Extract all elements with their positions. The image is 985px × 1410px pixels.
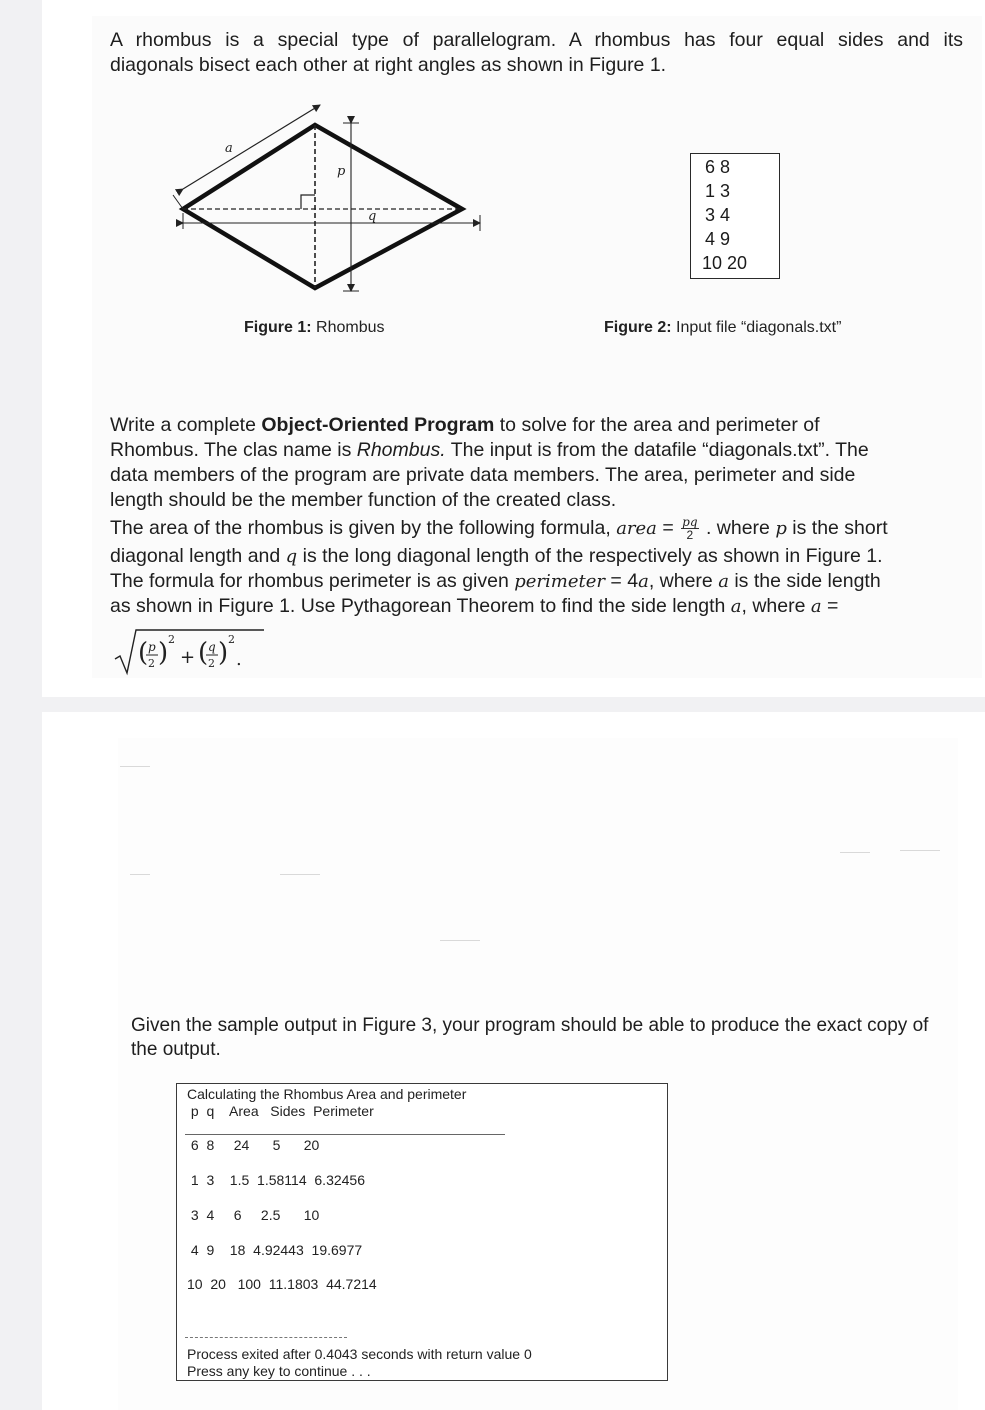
task-line-4: length should be the member function of the created class. xyxy=(110,489,617,511)
intro-paragraph xyxy=(110,28,963,78)
scan-mark xyxy=(900,850,940,851)
rhombus-figure xyxy=(165,95,500,300)
task-line-3: data members of the program are private data members. The area, perimeter and side xyxy=(110,464,856,486)
input-file-box xyxy=(690,153,780,279)
console-divider xyxy=(185,1337,347,1338)
console-header: p q Area Sides Perimeter xyxy=(187,1103,374,1119)
svg-text:.: . xyxy=(236,649,242,670)
svg-text:p: p xyxy=(148,640,156,654)
svg-text:+: + xyxy=(180,647,196,668)
svg-text:): ) xyxy=(158,638,169,668)
console-exit-message: Process exited after 0.4043 seconds with return value 0 xyxy=(187,1346,532,1362)
side-a-dimension xyxy=(183,105,320,189)
scan-mark xyxy=(840,852,870,853)
figure-1-caption: Figure 1: Rhombus xyxy=(244,319,385,336)
intro-line-2: diagonals bisect each other at right angles as shown in Figure 1. xyxy=(110,54,667,76)
input-line: 3 4 xyxy=(705,205,731,225)
svg-text:2: 2 xyxy=(168,633,175,646)
svg-text:2: 2 xyxy=(208,657,215,670)
scan-mark xyxy=(120,766,150,767)
task-line-8: as shown in Figure 1. Use Pythagorean Theorem to find the side length a, where a = xyxy=(110,595,839,617)
input-line: 6 8 xyxy=(705,157,731,177)
intro-line-1: A rhombus is a special type of parallelogram. A rhombus has four equal sides and its xyxy=(110,29,963,51)
task-line-6: diagonal length and q is the long diagonal length of the respectively as shown in Figure 1. xyxy=(110,545,883,567)
label-a: a xyxy=(225,141,233,156)
input-line: 4 9 xyxy=(705,229,731,249)
console-divider xyxy=(185,1134,505,1135)
svg-text:2: 2 xyxy=(148,657,155,670)
svg-text:q: q xyxy=(208,640,216,654)
console-row: 6 8 24 5 20 xyxy=(187,1137,320,1153)
task-line-2: Rhombus. The clas name is Rhombus. The input is from the datafile “diagonals.txt”. The xyxy=(110,439,869,461)
scan-mark xyxy=(440,940,480,941)
svg-text:): ) xyxy=(218,638,229,668)
svg-text:(: ( xyxy=(198,638,209,668)
label-q: q xyxy=(368,209,377,224)
extension-line xyxy=(173,195,183,209)
task-line-5: The area of the rhombus is given by the following formula, area = $\frac{pq}{2}$ . where p is the short xyxy=(110,515,888,543)
label-p: p xyxy=(337,164,346,179)
console-row: 3 4 6 2.5 10 xyxy=(187,1207,320,1223)
input-line: 1 3 xyxy=(705,181,731,201)
figure-2-caption: Figure 2: Input file “diagonals.txt” xyxy=(604,319,842,336)
side-length-formula xyxy=(112,625,272,677)
console-press-key: Press any key to continue . . . xyxy=(187,1363,371,1379)
task-line-1: Write a complete Object-Oriented Program to solve for the area and perimeter of xyxy=(110,414,820,436)
svg-text:(: ( xyxy=(138,638,149,668)
scan-mark xyxy=(130,874,150,875)
right-angle-mark xyxy=(301,195,315,209)
console-row: 10 20 100 11.1803 44.7214 xyxy=(187,1276,377,1292)
input-line: 10 20 xyxy=(702,253,748,273)
task-paragraph xyxy=(110,413,964,619)
given-paragraph: Given the sample output in Figure 3, your program should be able to produce the exact copy of the output. xyxy=(131,1015,929,1060)
console-row: 1 3 1.5 1.58114 6.32456 xyxy=(187,1172,365,1188)
console-row: 4 9 18 4.92443 19.6977 xyxy=(187,1242,363,1258)
console-title: Calculating the Rhombus Area and perimeter xyxy=(187,1086,467,1102)
svg-text:2: 2 xyxy=(228,633,235,646)
scan-mark xyxy=(280,874,320,875)
task-line-7: The formula for rhombus perimeter is as given perimeter = 4a, where a is the side length xyxy=(110,570,881,592)
console-output xyxy=(176,1083,668,1381)
